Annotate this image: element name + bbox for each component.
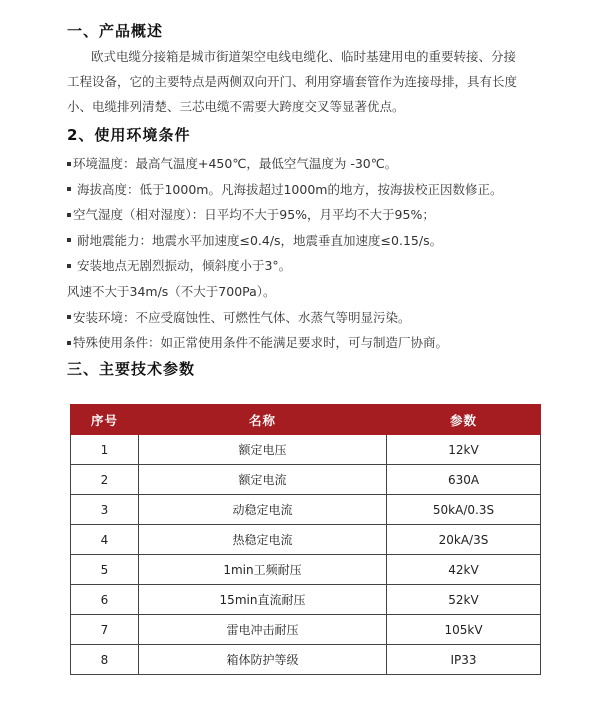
list-item [67, 228, 502, 254]
bullet-square-icon [67, 213, 71, 217]
section-title-parameters: 三、主要技术参数 [67, 360, 196, 378]
table-cell: 额定电压 [139, 435, 387, 465]
list-item-text: 安装环境：不应受腐蚀性、可燃性气体、水蒸气等明显污染。 [73, 309, 411, 325]
table-row [71, 585, 541, 615]
list-item-text: 海拔高度：低于1000m。凡海拔超过1000m的地方，按海拔校正因数修正。 [73, 181, 503, 197]
table-cell: 箱体防护等级 [139, 645, 387, 675]
table-cell: 6 [71, 585, 139, 615]
bullet-square-icon [67, 238, 71, 242]
table-cell: 7 [71, 615, 139, 645]
table-cell: 50kA/0.3S [387, 495, 541, 525]
list-item [67, 202, 502, 228]
environment-list [67, 151, 502, 356]
table-cell: 热稳定电流 [139, 525, 387, 555]
list-item-text: 耐地震能力：地震水平加速度≤0.4/s，地震垂直加速度≤0.15/s。 [73, 232, 443, 248]
bullet-square-icon [67, 341, 71, 345]
list-item-text: 环境温度：最高气温度+450℃，最低空气温度为 -30℃。 [73, 156, 398, 171]
table-cell: 20kA/3S [387, 525, 541, 555]
bullet-square-icon [67, 315, 71, 319]
parameters-table [70, 404, 541, 675]
table-cell: 12kV [387, 435, 541, 465]
table-row [71, 615, 541, 645]
overview-line: 小、电缆排列清楚、三芯电缆不需要大跨度交叉等显著优点。 [67, 99, 405, 114]
table-cell: IP33 [387, 645, 541, 675]
table-row [71, 495, 541, 525]
list-item [67, 330, 502, 356]
list-item [67, 253, 502, 279]
table-row [71, 645, 541, 675]
table-cell: 52kV [387, 585, 541, 615]
table-cell: 8 [71, 645, 139, 675]
bullet-square-icon [67, 264, 71, 268]
table-row [71, 465, 541, 495]
list-item [67, 279, 502, 305]
list-item-text: 风速不大于34m/s（不大于700Pa）。 [67, 283, 276, 299]
column-header-index: 序号 [71, 405, 139, 435]
table-header-row [71, 405, 541, 435]
table-cell: 105kV [387, 615, 541, 645]
column-header-value: 参数 [387, 405, 541, 435]
table-cell: 5 [71, 555, 139, 585]
overview-line: 欧式电缆分接箱是城市街道架空电线电缆化、临时基建用电的重要转接、分接 [91, 49, 517, 64]
bullet-square-icon [67, 162, 71, 166]
table-cell: 630A [387, 465, 541, 495]
table-cell: 15min直流耐压 [139, 585, 387, 615]
list-item-text: 空气湿度（相对湿度）：日平均不大于95%，月平均不大于95%； [73, 207, 435, 223]
table-row [71, 555, 541, 585]
table-cell: 动稳定电流 [139, 495, 387, 525]
table-cell: 1min工频耐压 [139, 555, 387, 585]
list-item-text: 特殊使用条件：如正常使用条件不能满足要求时，可与制造厂协商。 [73, 335, 449, 351]
table-row [71, 435, 541, 465]
table-cell: 3 [71, 495, 139, 525]
overview-paragraph [67, 44, 567, 119]
bullet-square-icon [67, 187, 71, 191]
column-header-name: 名称 [139, 405, 387, 435]
table-cell: 额定电流 [139, 465, 387, 495]
table-cell: 1 [71, 435, 139, 465]
section-title-overview: 一、产品概述 [67, 22, 164, 40]
table-cell: 2 [71, 465, 139, 495]
list-item [67, 305, 502, 331]
list-item [67, 177, 502, 203]
list-item [67, 151, 502, 177]
table-cell: 4 [71, 525, 139, 555]
section-title-environment: 2、使用环境条件 [67, 126, 191, 144]
table-row [71, 525, 541, 555]
list-item-text: 安装地点无剧烈振动，倾斜度小于3°。 [73, 258, 292, 274]
overview-line: 工程设备，它的主要特点是两侧双向开门、利用穿墙套管作为连接母排，具有长度 [67, 74, 518, 89]
table-cell: 42kV [387, 555, 541, 585]
table-cell: 雷电冲击耐压 [139, 615, 387, 645]
